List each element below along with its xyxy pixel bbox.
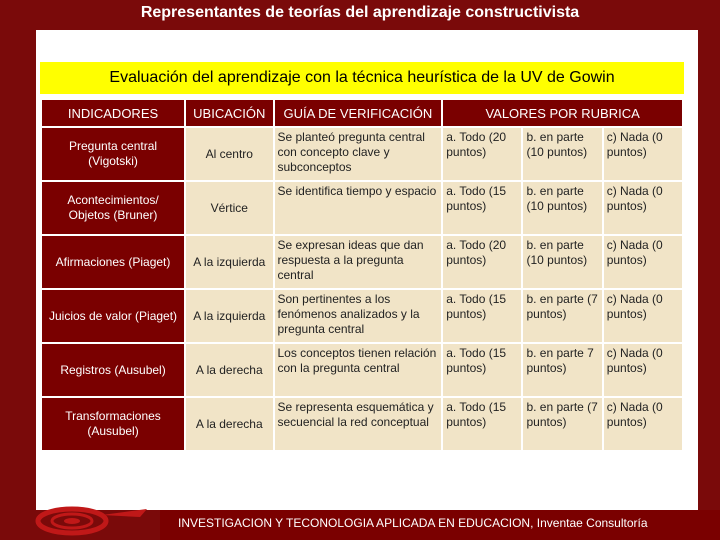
guide-cell: Se identifica tiempo y espacio: [275, 182, 442, 234]
location-cell: Al centro: [186, 128, 272, 180]
value-b-cell: b. en parte (7 puntos): [523, 290, 601, 342]
value-c-cell: c) Nada (0 puntos): [604, 128, 682, 180]
value-b-cell: b. en parte (7 puntos): [523, 398, 601, 450]
value-c-cell: c) Nada (0 puntos): [604, 182, 682, 234]
header-indicadores: INDICADORES: [42, 100, 184, 126]
header-ubicacion: UBICACIÓN: [186, 100, 272, 126]
location-cell: A la izquierda: [186, 236, 272, 288]
location-cell: A la izquierda: [186, 290, 272, 342]
table-row: [42, 128, 682, 180]
guide-cell: Se expresan ideas que dan respuesta a la pregunta central: [275, 236, 442, 288]
value-c-cell: c) Nada (0 puntos): [604, 236, 682, 288]
table-row: [42, 290, 682, 342]
banner-title: Evaluación del aprendizaje con la técnica heurística de la UV de Gowin: [40, 62, 684, 94]
rubric-table: [40, 98, 684, 452]
indicator-cell: Juicios de valor (Piaget): [42, 290, 184, 342]
value-c-cell: c) Nada (0 puntos): [604, 398, 682, 450]
guide-cell: Se representa esquemática y secuencial la red conceptual: [275, 398, 442, 450]
value-c-cell: c) Nada (0 puntos): [604, 344, 682, 396]
header-row: [42, 100, 682, 126]
footer-text: [178, 516, 648, 530]
guide-cell: Se planteó pregunta central con concepto clave y subconceptos: [275, 128, 442, 180]
footer-brand: Inventae Consultoría: [536, 516, 648, 530]
indicator-cell: Acontecimientos/ Objetos (Bruner): [42, 182, 184, 234]
guide-cell: Los conceptos tienen relación con la pregunta central: [275, 344, 442, 396]
value-b-cell: b. en parte (10 puntos): [523, 236, 601, 288]
guide-cell: Son pertinentes a los fenómenos analizados y la pregunta central: [275, 290, 442, 342]
header-valores: VALORES POR RUBRICA: [443, 100, 682, 126]
table-row: [42, 398, 682, 450]
location-cell: A la derecha: [186, 398, 272, 450]
value-a-cell: a. Todo (15 puntos): [443, 182, 521, 234]
value-a-cell: a. Todo (15 puntos): [443, 290, 521, 342]
slide-title: Representantes de teorías del aprendizaje constructivista: [140, 4, 580, 21]
footer-main: INVESTIGACION Y TECONOLOGIA APLICADA EN EDUCACION,: [178, 516, 534, 530]
value-b-cell: b. en parte (10 puntos): [523, 182, 601, 234]
value-a-cell: a. Todo (20 puntos): [443, 236, 521, 288]
indicator-cell: Registros (Ausubel): [42, 344, 184, 396]
logo-icon: [22, 503, 152, 537]
table-row: [42, 182, 682, 234]
table-row: [42, 344, 682, 396]
location-cell: A la derecha: [186, 344, 272, 396]
value-b-cell: b. en parte 7 puntos): [523, 344, 601, 396]
value-a-cell: a. Todo (15 puntos): [443, 398, 521, 450]
value-b-cell: b. en parte (10 puntos): [523, 128, 601, 180]
indicator-cell: Afirmaciones (Piaget): [42, 236, 184, 288]
location-cell: Vértice: [186, 182, 272, 234]
value-a-cell: a. Todo (20 puntos): [443, 128, 521, 180]
indicator-cell: Pregunta central (Vigotski): [42, 128, 184, 180]
header-guia: GUÍA DE VERIFICACIÓN: [275, 100, 442, 126]
table-row: [42, 236, 682, 288]
value-a-cell: a. Todo (15 puntos): [443, 344, 521, 396]
value-c-cell: c) Nada (0 puntos): [604, 290, 682, 342]
indicator-cell: Transformaciones (Ausubel): [42, 398, 184, 450]
